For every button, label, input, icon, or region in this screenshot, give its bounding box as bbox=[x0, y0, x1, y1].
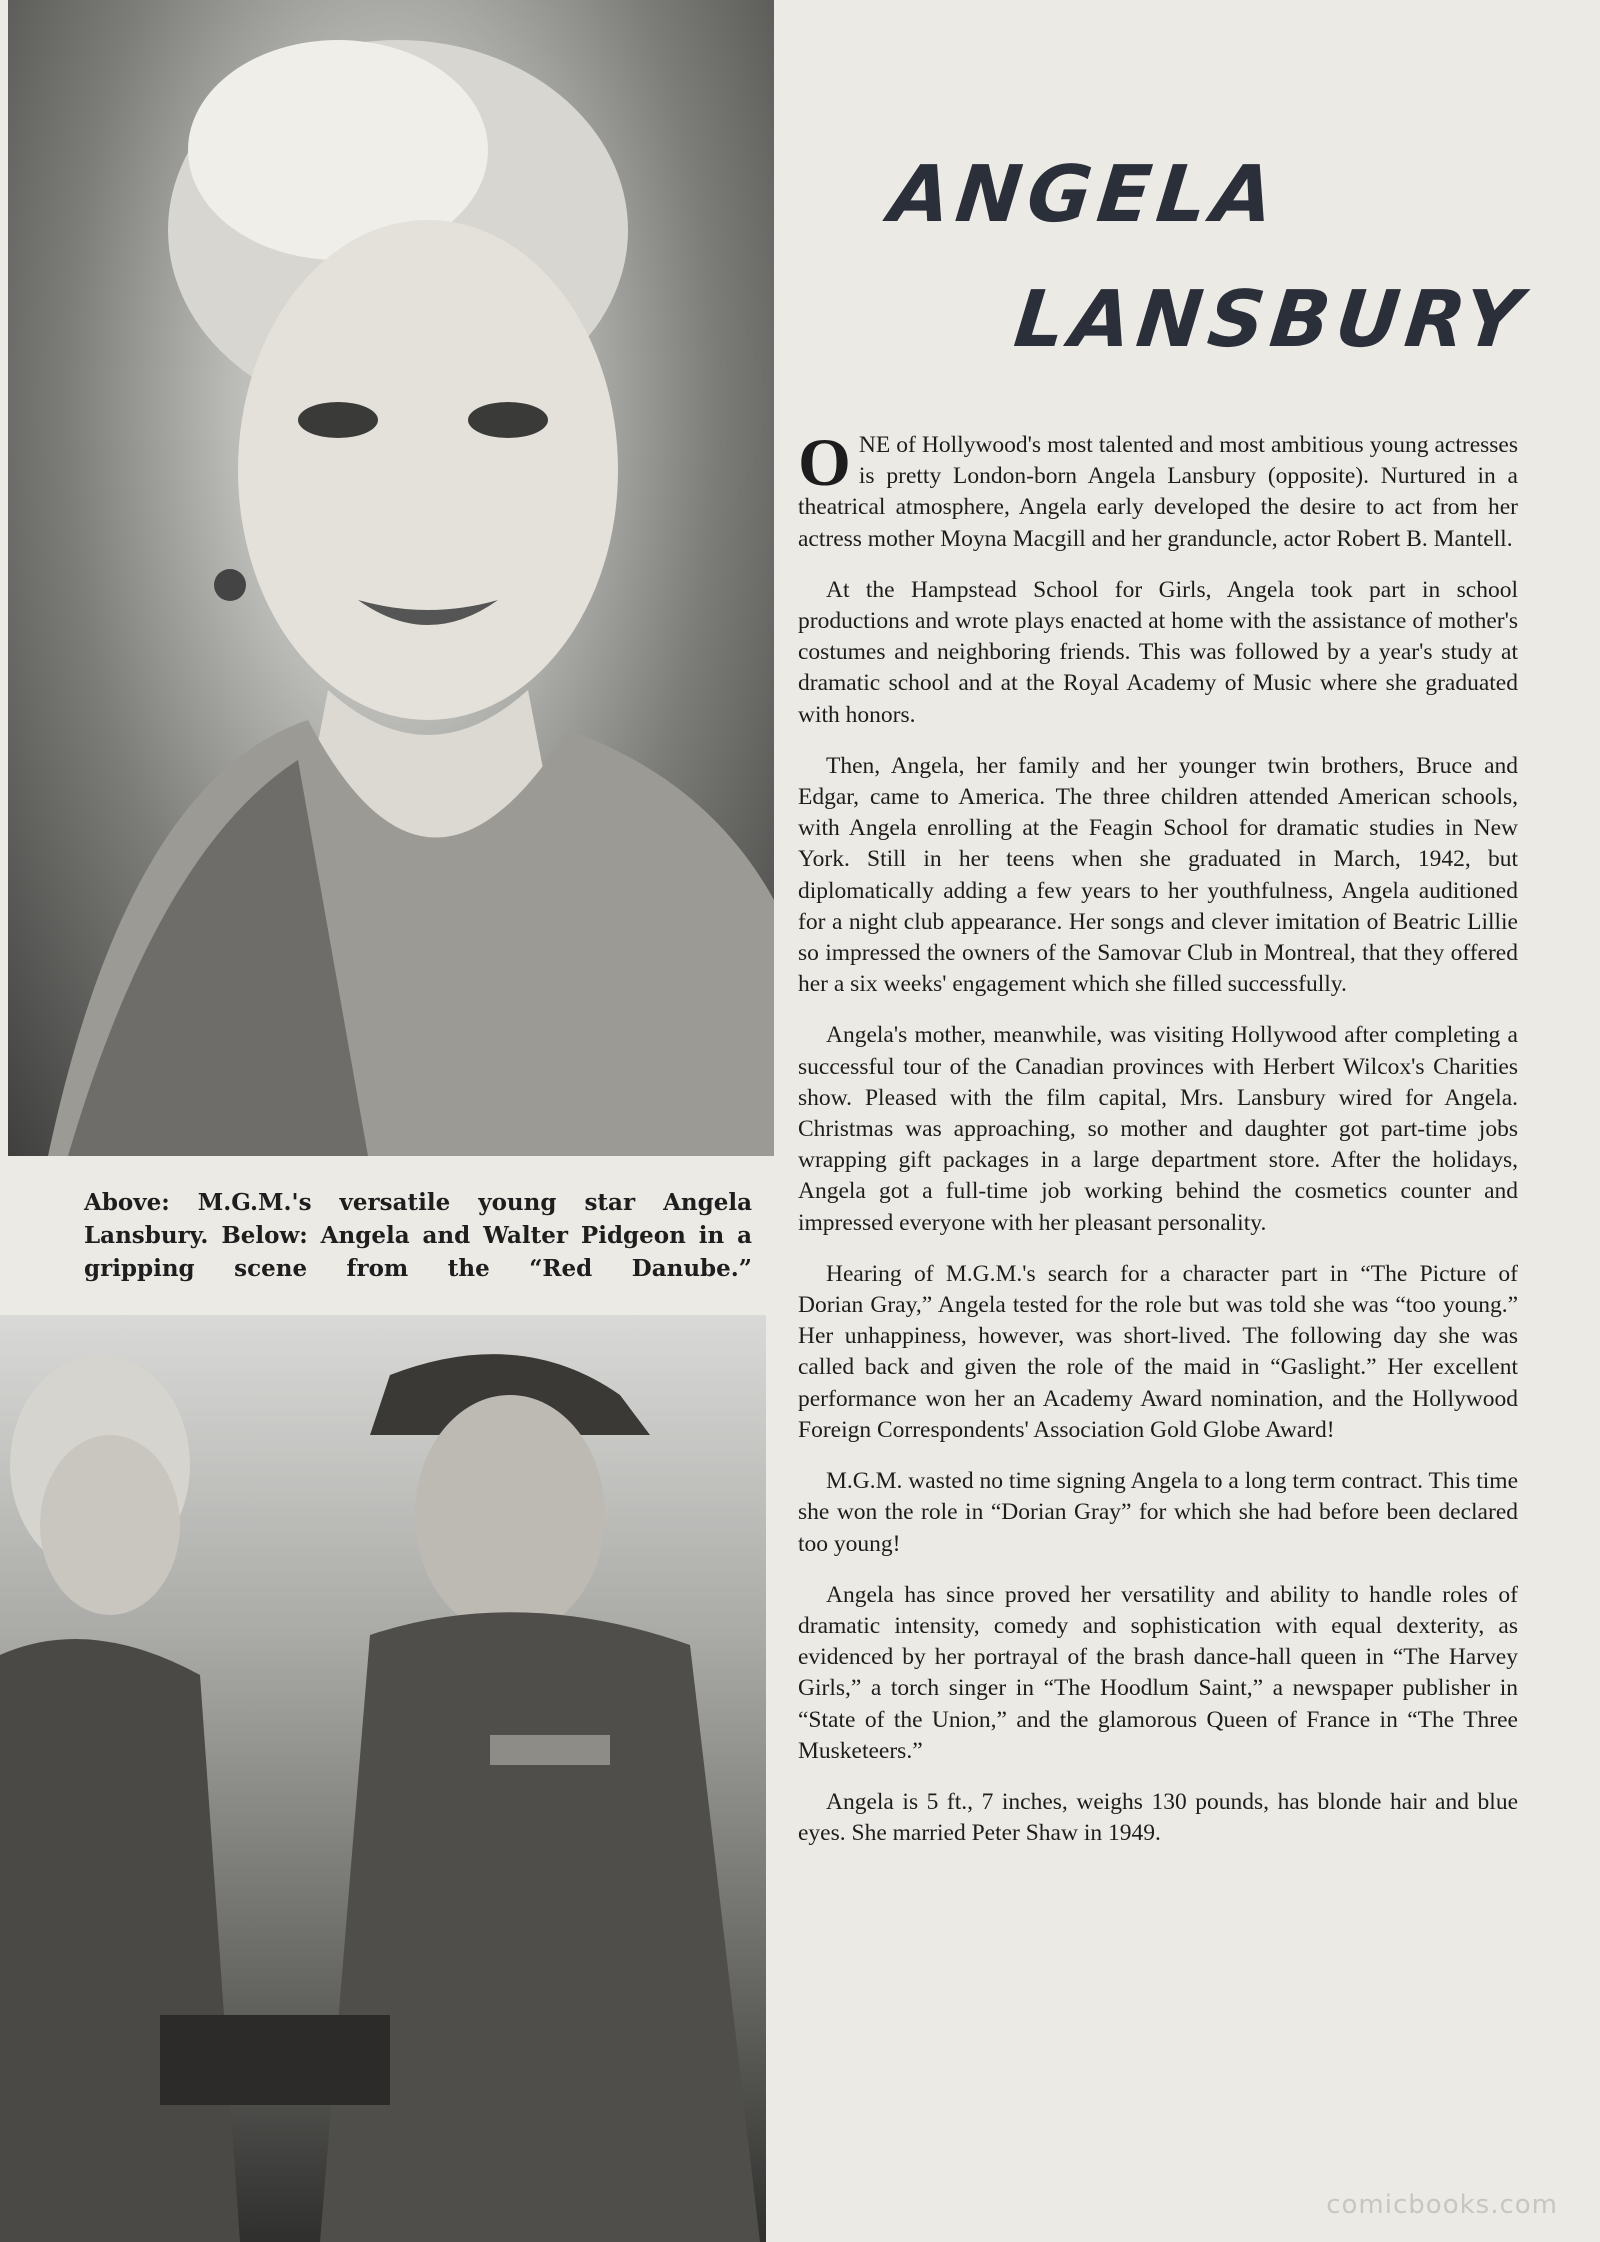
title-first-name: ANGELA bbox=[885, 150, 1284, 240]
drop-cap: O bbox=[798, 424, 851, 500]
portrait-photo bbox=[8, 0, 774, 1156]
article-body bbox=[798, 424, 1518, 1869]
paragraph-1 bbox=[798, 424, 1518, 555]
paragraph-2: At the Hampstead School for Girls, Angela took part in school productions and wrote plays enacted at home with the assistance of mother's costumes and neighboring friends. This was followed by a year's study at dramatic school and at the Royal Academy of Music where she graduated with honors. bbox=[798, 576, 1518, 728]
paragraph-5: Hearing of M.G.M.'s search for a character part in “The Picture of Dorian Gray,” Angela tested for the role but was told she was “too young.” Her unhappiness, however, was short-lived. The following day she was called back and given the role of the maid in “Gaslight.” Her excellent performance won her an Academy Award nomination, and the Hollywood Foreign Correspondents' Association Gold Globe Award! bbox=[798, 1260, 1518, 1443]
paragraph-7: Angela has since proved her versatility and ability to handle roles of dramatic intensity, comedy and sophistication with equal dexterity, as evidenced by her portrayal of the brash dance-hall queen in “The Harvey Girls,” a torch singer in “The Hoodlum Saint,” a newspaper publisher in “State of the Union,” and the glamorous Queen of France in “The Three Musketeers.” bbox=[798, 1581, 1518, 1764]
title-last-name: LANSBURY bbox=[1010, 275, 1532, 365]
paragraph-3: Then, Angela, her family and her younger twin brothers, Bruce and Edgar, came to America. The three children attended American schools, with Angela enrolling at the Feagin School for dramatic studies in New York. Still in her teens when she graduated in March, 1942, but diplomatically adding a few years to her youthfulness, Angela auditioned for a night club appearance. Her songs and clever imitation of Beatric Lillie so impressed the owners of the Samovar Club in Montreal, that they offered her a six weeks' engagement which she filled successfully. bbox=[798, 752, 1518, 998]
paragraph-8: Angela is 5 ft., 7 inches, weighs 130 pounds, has blonde hair and blue eyes. She married Peter Shaw in 1949. bbox=[798, 1788, 1518, 1847]
source-watermark: comicbooks.com bbox=[1326, 2190, 1558, 2220]
paragraph-4: Angela's mother, meanwhile, was visiting Hollywood after completing a successful tour of the Canadian provinces with Herbert Wilcox's Charities show. Pleased with the film capital, Mrs. Lansbury wired for Angela. Christmas was approaching, so mother and daughter got part-time jobs wrapping gift packages in a large department store. After the holidays, Angela got a full-time job working behind the cosmetics counter and impressed everyone with her pleasant personality. bbox=[798, 1022, 1518, 1236]
paragraph-1-text: NE of Hollywood's most talented and most ambitious young actresses is pretty London-born Angela Lansbury (opposite). Nurtured in a theatrical atmosphere, Angela early developed the desire to act from her actress mother Moyna Macgill and her granduncle, actor Robert B. Mantell. bbox=[798, 432, 1518, 552]
paragraph-6: M.G.M. wasted no time signing Angela to a long term contract. This time she won the role in “Dorian Gray” for which she had before been declared too young! bbox=[798, 1468, 1518, 1557]
photo-caption: Above: M.G.M.'s versatile young star Angela Lansbury. Below: Angela and Walter Pidgeon in a gripping scene from the “Red Danube.” bbox=[84, 1189, 752, 1282]
scene-photo bbox=[0, 1315, 766, 2242]
